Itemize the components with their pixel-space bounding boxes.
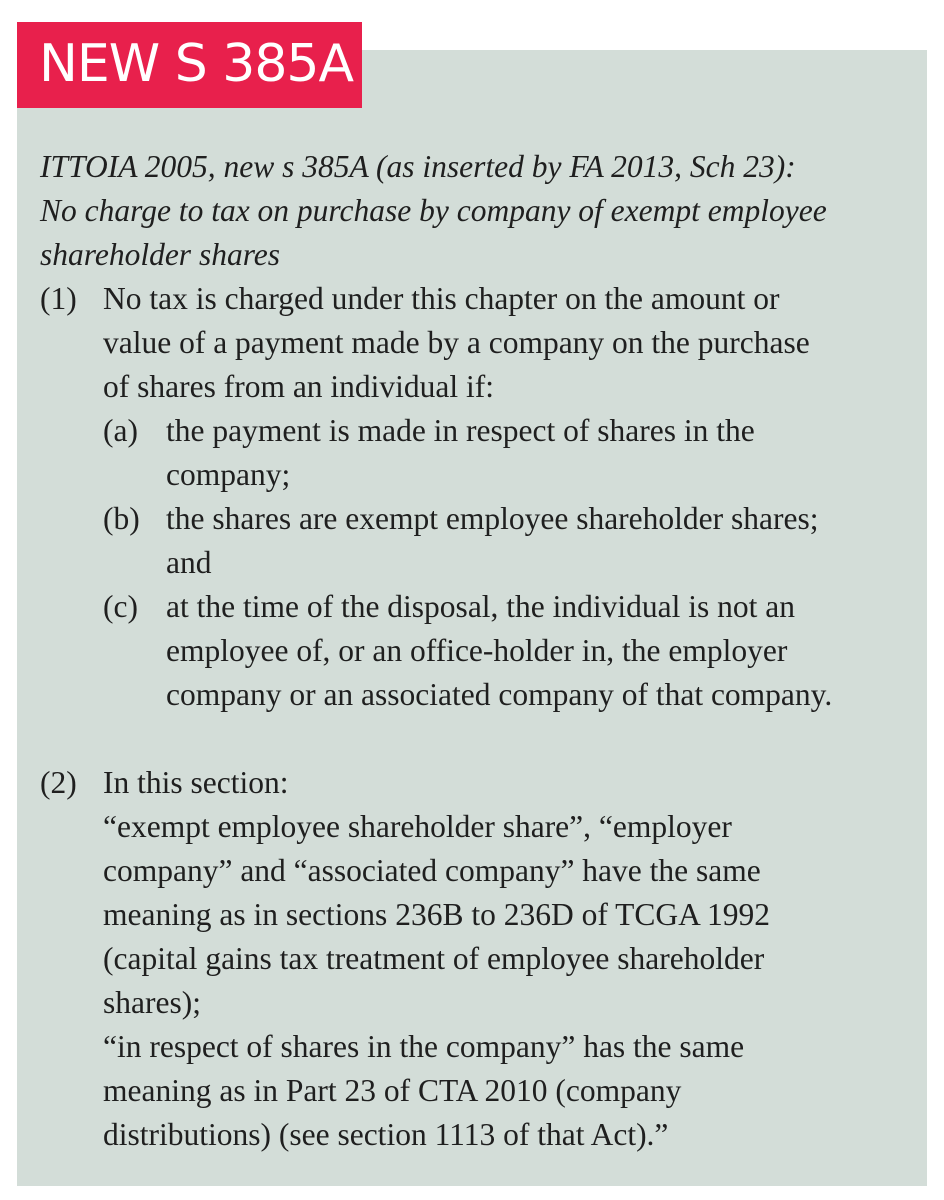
- subsection-line: of shares from an individual if:: [103, 369, 495, 404]
- title-tab: [17, 22, 362, 108]
- paragraph-label: (b): [103, 501, 140, 536]
- paragraph-line: at the time of the disposal, the individual is not an: [166, 589, 796, 624]
- heading-line: ITTOIA 2005, new s 385A (as inserted by FA 2013, Sch 23):: [40, 149, 796, 184]
- paragraph-label: (a): [103, 413, 138, 448]
- box-title: NEW S 385A: [39, 34, 354, 94]
- paragraph-line: company;: [166, 457, 291, 492]
- definition-line: meaning as in Part 23 of CTA 2010 (company: [103, 1073, 682, 1108]
- section-heading: [40, 145, 910, 277]
- paragraph-a: [40, 409, 910, 497]
- paragraph-line: company or an associated company of that company.: [166, 677, 833, 712]
- definition-line: (capital gains tax treatment of employee shareholder: [103, 941, 765, 976]
- subsection-2: [40, 761, 910, 1157]
- subsection-number: (1): [40, 281, 77, 316]
- subsection-1: [40, 277, 910, 717]
- definition-line: shares);: [103, 985, 201, 1020]
- definition-line: “in respect of shares in the company” has the same: [103, 1029, 745, 1064]
- heading-line: shareholder shares: [40, 237, 281, 272]
- paragraph-line: the payment is made in respect of shares in the: [166, 413, 755, 448]
- paragraph-b: [40, 497, 910, 585]
- spacer: [40, 717, 910, 761]
- paragraph-c: [40, 585, 910, 717]
- definition-line: distributions) (see section 1113 of that Act).”: [103, 1117, 669, 1152]
- paragraph-line: employee of, or an office-holder in, the employer: [166, 633, 788, 668]
- paragraph-label: (c): [103, 589, 138, 624]
- definition-line: company” and “associated company” have the same: [103, 853, 761, 888]
- paragraph-line: the shares are exempt employee shareholder shares;: [166, 501, 819, 536]
- heading-line: No charge to tax on purchase by company of exempt employee: [40, 193, 827, 228]
- subsection-line: No tax is charged under this chapter on the amount or: [103, 281, 780, 316]
- subsection-number: (2): [40, 765, 77, 800]
- paragraph-line: and: [166, 545, 212, 580]
- definition-line: “exempt employee shareholder share”, “employer: [103, 809, 732, 844]
- definition-line: meaning as in sections 236B to 236D of TCGA 1992: [103, 897, 771, 932]
- subsection-line: value of a payment made by a company on the purchase: [103, 325, 810, 360]
- subsection-line: In this section:: [103, 765, 289, 800]
- legislation-text: [40, 145, 910, 1157]
